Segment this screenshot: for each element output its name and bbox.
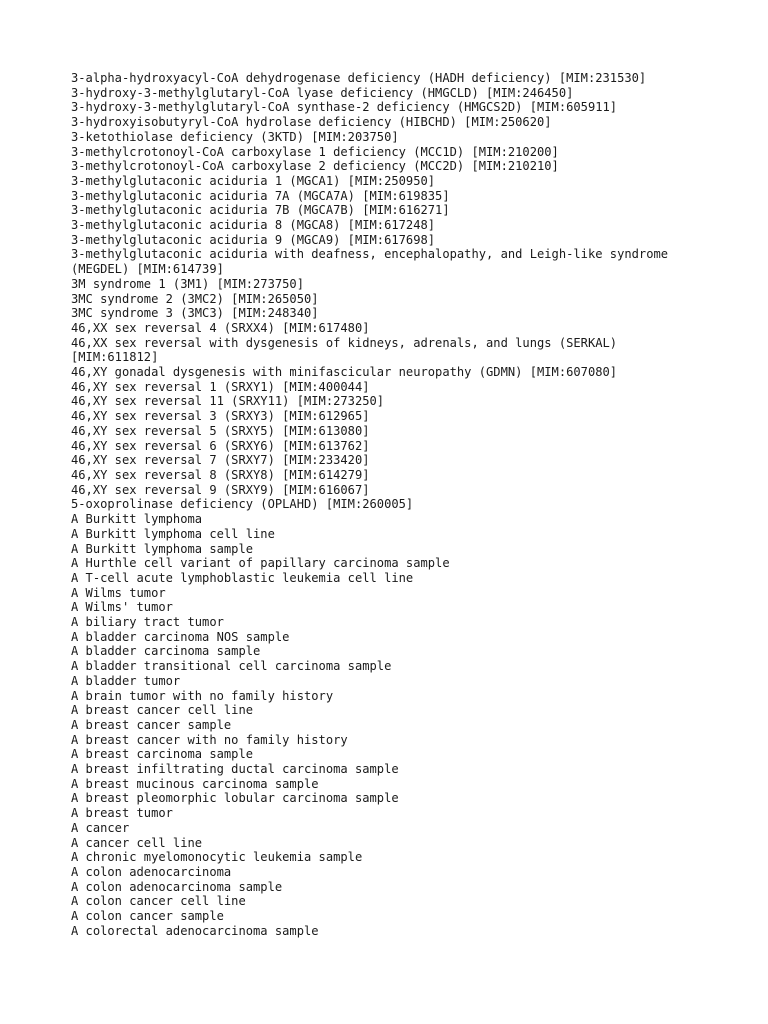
text-line: A Hurthle cell variant of papillary carcinoma sample <box>71 556 450 571</box>
text-line: 3-methylglutaconic aciduria with deafness, encephalopathy, and Leigh-like syndrome (MEGDEL) [MIM:614739] <box>71 247 676 277</box>
text-line: 46,XY sex reversal 7 (SRXY7) [MIM:233420] <box>71 453 370 468</box>
text-line: 3MC syndrome 3 (3MC3) [MIM:248340] <box>71 306 319 321</box>
text-line: A T-cell acute lymphoblastic leukemia cell line <box>71 570 414 585</box>
text-line: 3-alpha-hydroxyacyl-CoA dehydrogenase deficiency (HADH deficiency) [MIM:231530] <box>71 71 647 85</box>
text-line: A breast mucinous carcinoma sample <box>71 776 319 791</box>
text-line: A chronic myelomonocytic leukemia sample <box>71 850 363 865</box>
text-line: A bladder tumor <box>71 673 181 688</box>
text-line: 46,XY sex reversal 1 (SRXY1) [MIM:400044] <box>71 379 370 394</box>
text-line: 46,XY sex reversal 5 (SRXY5) [MIM:613080] <box>71 423 370 438</box>
text-line: A breast cancer with no family history <box>71 732 348 747</box>
text-line: A breast infiltrating ductal carcinoma sample <box>71 762 399 777</box>
text-line: A cancer cell line <box>71 835 203 850</box>
text-line: 3MC syndrome 2 (3MC2) [MIM:265050] <box>71 291 319 306</box>
text-line: A biliary tract tumor <box>71 615 224 630</box>
text-line: 3-hydroxy-3-methylglutaryl-CoA lyase deficiency (HMGCLD) [MIM:246450] <box>71 85 574 100</box>
text-line: 3-methylglutaconic aciduria 9 (MGCA9) [MIM:617698] <box>71 232 436 247</box>
text-line: 3-methylcrotonoyl-CoA carboxylase 1 deficiency (MCC1D) [MIM:210200] <box>71 144 559 159</box>
text-line: A cancer <box>71 820 130 835</box>
text-line: A bladder carcinoma sample <box>71 644 261 659</box>
text-line: 46,XY sex reversal 3 (SRXY3) [MIM:612965] <box>71 409 370 424</box>
text-line: A bladder carcinoma NOS sample <box>71 629 290 644</box>
text-line: 3-ketothiolase deficiency (3KTD) [MIM:203750] <box>71 129 399 144</box>
text-line: A breast cancer cell line <box>71 703 254 718</box>
text-line: 3-methylglutaconic aciduria 7A (MGCA7A) [MIM:619835] <box>71 188 450 203</box>
text-line: A colon adenocarcinoma sample <box>71 879 283 894</box>
text-line: A colorectal adenocarcinoma sample <box>71 923 319 938</box>
text-line: 5-oxoprolinase deficiency (OPLAHD) [MIM:260005] <box>71 497 414 512</box>
text-line: A breast pleomorphic lobular carcinoma sample <box>71 791 399 806</box>
text-line: A colon cancer cell line <box>71 894 246 909</box>
text-line: A Wilms' tumor <box>71 600 173 615</box>
text-line: A colon cancer sample <box>71 909 224 924</box>
text-line: A Burkitt lymphoma cell line <box>71 526 275 541</box>
text-line: A breast tumor <box>71 806 173 821</box>
text-line: 46,XY sex reversal 9 (SRXY9) [MIM:616067] <box>71 482 370 497</box>
text-line: 3-hydroxy-3-methylglutaryl-CoA synthase-2 deficiency (HMGCS2D) [MIM:605911] <box>71 100 618 115</box>
text-line: 3-hydroxyisobutyryl-CoA hydrolase deficiency (HIBCHD) [MIM:250620] <box>71 115 552 130</box>
text-lines <box>71 71 711 938</box>
document-page <box>71 71 711 938</box>
text-line: 3-methylglutaconic aciduria 1 (MGCA1) [MIM:250950] <box>71 173 436 188</box>
text-line: A breast cancer sample <box>71 717 232 732</box>
text-line: 3-methylglutaconic aciduria 7B (MGCA7B) [MIM:616271] <box>71 203 450 218</box>
text-line: 46,XY sex reversal 11 (SRXY11) [MIM:273250] <box>71 394 385 409</box>
text-line: 3-methylglutaconic aciduria 8 (MGCA8) [MIM:617248] <box>71 218 436 233</box>
text-line: A colon adenocarcinoma <box>71 864 232 879</box>
text-line: A breast carcinoma sample <box>71 747 254 762</box>
text-line: 46,XX sex reversal 4 (SRXX4) [MIM:617480] <box>71 320 370 335</box>
text-line: 46,XY sex reversal 6 (SRXY6) [MIM:613762] <box>71 438 370 453</box>
text-line: A Wilms tumor <box>71 585 166 600</box>
text-line: 46,XX sex reversal with dysgenesis of kidneys, adrenals, and lungs (SERKAL) [MIM:611812] <box>71 335 625 365</box>
text-line: A Burkitt lymphoma sample <box>71 541 254 556</box>
text-line: 3M syndrome 1 (3M1) [MIM:273750] <box>71 276 304 291</box>
text-line: 3-methylcrotonoyl-CoA carboxylase 2 deficiency (MCC2D) [MIM:210210] <box>71 159 559 174</box>
text-line: 46,XY sex reversal 8 (SRXY8) [MIM:614279] <box>71 467 370 482</box>
text-line: A brain tumor with no family history <box>71 688 334 703</box>
text-line: A bladder transitional cell carcinoma sample <box>71 659 392 674</box>
text-line: A Burkitt lymphoma <box>71 512 203 527</box>
text-line: 46,XY gonadal dysgenesis with minifascicular neuropathy (GDMN) [MIM:607080] <box>71 365 618 380</box>
